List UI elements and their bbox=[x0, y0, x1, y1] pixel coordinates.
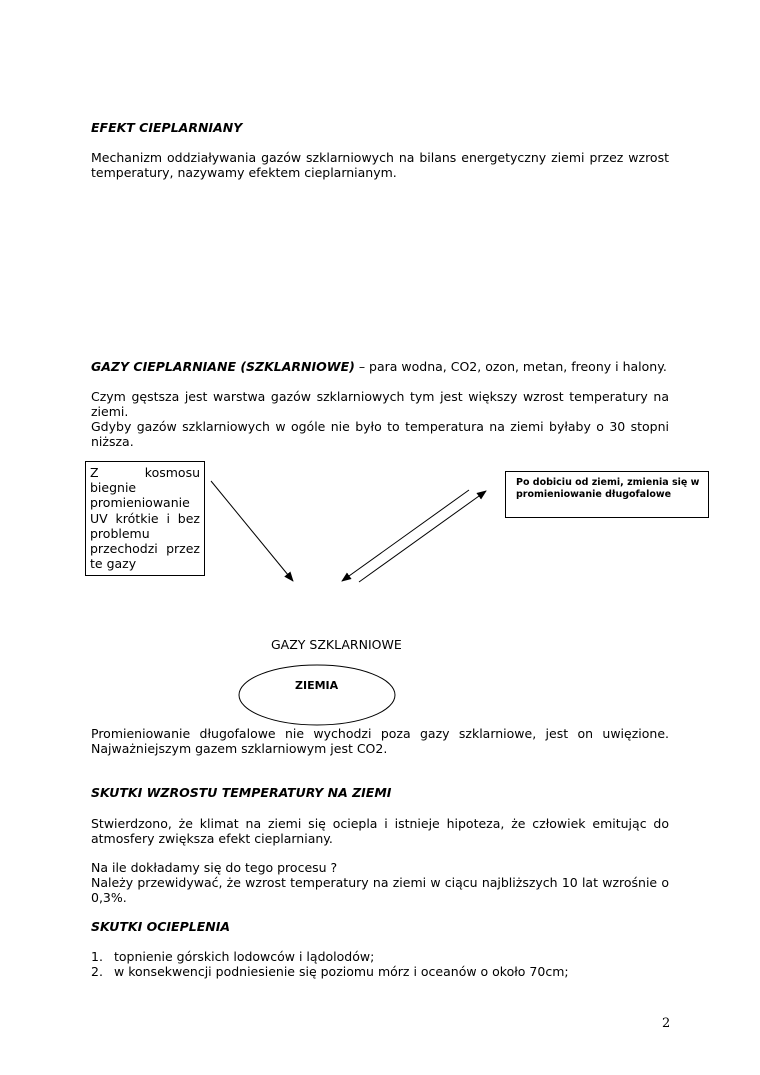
heading-skutki-wzrostu: SKUTKI WZROSTU TEMPERATURY NA ZIEMI bbox=[91, 785, 392, 800]
paragraph-no-gases: Gdyby gazów szklarniowych w ogóle nie było to temperatura na ziemi byłaby o 30 stopni niższa. bbox=[91, 419, 669, 449]
paragraph-longwave: Promieniowanie długofalowe nie wychodzi poza gazy szklarniowe, jest on uwięzione. Najważniejszym gazem szklarniowym jest CO2. bbox=[91, 726, 669, 756]
arrow-incoming-uv bbox=[211, 481, 293, 581]
paragraph-climate-warming: Stwierdzono, że klimat na ziemi się ociepla i istnieje hipoteza, że człowiek emitując do atmosfery zwiększa efekt cieplarniany. bbox=[91, 816, 669, 846]
heading-efekt-cieplarniany: EFEKT CIEPLARNIANY bbox=[91, 120, 243, 135]
diagram-right-box: Po dobiciu od ziemi, zmienia się w promieniowanie długofalowe bbox=[505, 471, 709, 518]
arrow-reflected-up bbox=[359, 491, 486, 582]
paragraph-forecast: Należy przewidywać, że wzrost temperatury na ziemi w ciącu najbliższych 10 lat wzrośnie o 0,3%. bbox=[91, 875, 669, 905]
list-item bbox=[91, 964, 569, 979]
list-item-text: topnienie górskich lodowców i lądolodów; bbox=[114, 949, 375, 964]
list-item bbox=[91, 949, 374, 964]
page-number: 2 bbox=[662, 1016, 671, 1031]
heading-gazy-cieplarniane: GAZY CIEPLARNIANE (SZKLARNIOWE) bbox=[91, 359, 355, 374]
paragraph-question: Na ile dokładamy się do tego procesu ? bbox=[91, 860, 338, 875]
list-item-number: 2. bbox=[91, 964, 103, 979]
earth-ellipse bbox=[239, 665, 395, 725]
gases-list-text: – para wodna, CO2, ozon, metan, freony i halony. bbox=[354, 359, 667, 374]
earth-label: ZIEMIA bbox=[295, 679, 339, 692]
gases-label: GAZY SZKLARNIOWE bbox=[271, 637, 402, 652]
diagram-left-box: Z kosmosu biegnie promieniowanie UV krótkie i bez problemu przechodzi przez te gazy bbox=[85, 461, 205, 576]
paragraph-definition: Mechanizm oddziaływania gazów szklarniowych na bilans energetyczny ziemi przez wzrost temperatury, nazywamy efektem cieplarnianym. bbox=[91, 150, 669, 180]
heading-skutki-ocieplenia: SKUTKI OCIEPLENIA bbox=[91, 919, 231, 934]
list-item-text: w konsekwencji podniesienie się poziomu mórz i oceanów o około 70cm; bbox=[114, 964, 569, 979]
list-item-number: 1. bbox=[91, 949, 103, 964]
paragraph-density: Czym gęstsza jest warstwa gazów szklarniowych tym jest większy wzrost temperatury na ziemi. bbox=[91, 389, 669, 419]
arrow-reflected-down bbox=[342, 490, 469, 581]
